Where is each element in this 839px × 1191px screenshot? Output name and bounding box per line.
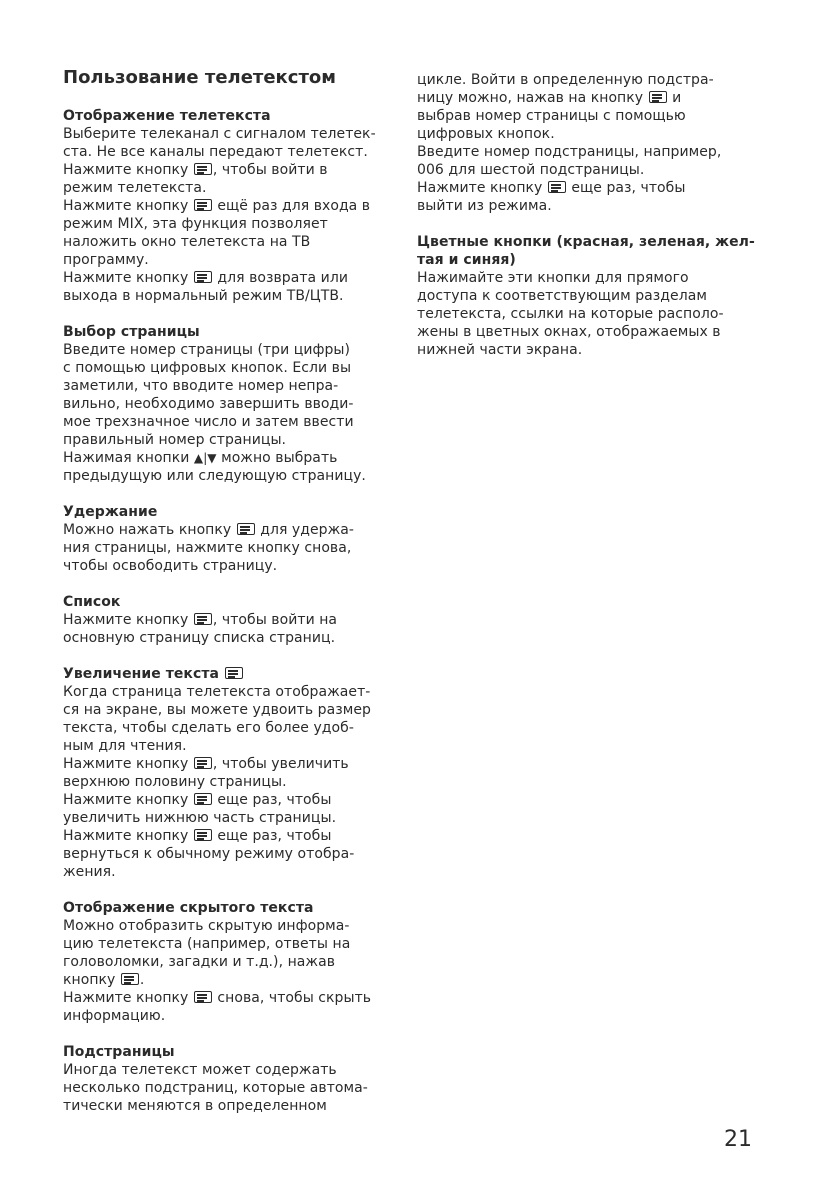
text-line: жения.	[63, 864, 116, 880]
text-line: программу.	[63, 252, 149, 268]
section-subpages	[63, 1043, 403, 1115]
text-line: увеличить нижнюю часть страницы.	[63, 810, 337, 826]
text-line: доступа к соответствующим разделам	[417, 288, 707, 304]
text-line: верхнюю половину страницы.	[63, 774, 287, 790]
text-line: текста, чтобы сделать его более удоб-	[63, 720, 354, 736]
text-line: несколько подстраниц, которые автома-	[63, 1080, 368, 1096]
size-icon	[194, 793, 212, 805]
text-line: ста. Не все каналы передают телетекст.	[63, 144, 368, 160]
text-line: телетекста, ссылки на которые располо-	[417, 306, 724, 322]
text-line: тически меняются в определенном	[63, 1098, 327, 1114]
text-line: Нажмите кнопку еще раз, чтобы	[63, 828, 332, 844]
section-heading: Удержание	[63, 504, 158, 520]
section-heading: Цветные кнопки (красная, зеленая, жел-	[417, 234, 755, 250]
text-line: ся на экране, вы можете удвоить размер	[63, 702, 371, 718]
page-title: Пользование телетекстом	[63, 67, 336, 88]
subpage-icon	[548, 181, 566, 193]
text-line: правильный номер страницы.	[63, 432, 287, 448]
section-heading: тая и синяя)	[417, 252, 516, 268]
text-line: цикле. Войти в определенную подстра-	[417, 72, 714, 88]
text-line: Когда страница телетекста отображает-	[63, 684, 371, 700]
reveal-icon	[121, 973, 139, 985]
text-line: Иногда телетекст может содержать	[63, 1062, 337, 1078]
section-heading: Подстраницы	[63, 1044, 175, 1060]
section-hold	[63, 503, 403, 575]
hold-icon	[237, 523, 255, 535]
section-heading: Отображение телетекста	[63, 108, 271, 124]
text-line: ницу можно, нажав на кнопку и	[417, 90, 682, 106]
text-line: 006 для шестой подстраницы.	[417, 162, 645, 178]
text-line: цифровых кнопок.	[417, 126, 555, 142]
text-line: Нажмите кнопку ещё раз для входа в	[63, 198, 371, 214]
text-line: кнопку .	[63, 972, 145, 988]
page-number: 21	[724, 1127, 752, 1152]
section-page-select	[63, 323, 403, 485]
teletext-icon	[194, 163, 212, 175]
text-line: ным для чтения.	[63, 738, 187, 754]
size-icon	[225, 667, 243, 679]
reveal-icon	[194, 991, 212, 1003]
text-line: вильно, необходимо завершить вводи-	[63, 396, 354, 412]
text-line: заметили, что вводите номер непра-	[63, 378, 339, 394]
up-down-arrow-icon: ▲|▼	[193, 451, 217, 465]
text-line: с помощью цифровых кнопок. Если вы	[63, 360, 352, 376]
text-line: Выберите телеканал с сигналом телетек-	[63, 126, 376, 142]
section-heading: Список	[63, 594, 121, 610]
teletext-icon	[194, 199, 212, 211]
text-line: выйти из режима.	[417, 198, 552, 214]
text-line: Нажмите кнопку еще раз, чтобы	[63, 792, 332, 808]
text-line: цию телетекста (например, ответы на	[63, 936, 351, 952]
text-line: жены в цветных окнах, отображаемых в	[417, 324, 721, 340]
section-subpages-continued	[417, 71, 757, 215]
section-display	[63, 107, 403, 305]
section-heading: Выбор страницы	[63, 324, 200, 340]
text-line: Нажмите кнопку снова, чтобы скрыть	[63, 990, 372, 1006]
text-line: головоломки, загадки и т.д.), нажав	[63, 954, 335, 970]
size-icon	[194, 757, 212, 769]
subpage-icon	[649, 91, 667, 103]
text-line: информацию.	[63, 1008, 166, 1024]
text-line: режим телетекста.	[63, 180, 207, 196]
section-zoom	[63, 665, 403, 881]
text-line: ния страницы, нажмите кнопку снова,	[63, 540, 352, 556]
index-icon	[194, 613, 212, 625]
text-line: Введите номер страницы (три цифры)	[63, 342, 351, 358]
section-heading: Увеличение текста	[63, 665, 403, 683]
section-heading: Отображение скрытого текста	[63, 900, 314, 916]
teletext-icon	[194, 271, 212, 283]
text-line: Нажимайте эти кнопки для прямого	[417, 270, 689, 286]
text-line: Можно отобразить скрытую информа-	[63, 918, 350, 934]
text-line: Можно нажать кнопку для удержа-	[63, 522, 354, 538]
text-line: Введите номер подстраницы, например,	[417, 144, 722, 160]
text-line: мое трехзначное число и затем ввести	[63, 414, 354, 430]
text-line: Нажмите кнопку для возврата или	[63, 270, 348, 286]
text-line: чтобы освободить страницу.	[63, 558, 278, 574]
text-line: Нажимая кнопки ▲|▼ можно выбрать	[63, 450, 338, 466]
section-color-keys	[417, 233, 757, 359]
text-line: нижней части экрана.	[417, 342, 583, 358]
text-line: вернуться к обычному режиму отобра-	[63, 846, 355, 862]
text-line: основную страницу списка страниц.	[63, 630, 336, 646]
text-line: Нажмите кнопку , чтобы увеличить	[63, 756, 349, 772]
text-line: наложить окно телетекста на ТВ	[63, 234, 311, 250]
size-icon	[194, 829, 212, 841]
text-line: предыдущую или следующую страницу.	[63, 468, 366, 484]
section-reveal	[63, 899, 403, 1025]
text-line: выбрав номер страницы с помощью	[417, 108, 686, 124]
text-line: режим MIX, эта функция позволяет	[63, 216, 328, 232]
text-line: выхода в нормальный режим ТВ/ЦТВ.	[63, 288, 344, 304]
text-line: Нажмите кнопку , чтобы войти на	[63, 612, 338, 628]
text-line: Нажмите кнопку , чтобы войти в	[63, 162, 328, 178]
text-line: Нажмите кнопку еще раз, чтобы	[417, 180, 686, 196]
section-list	[63, 593, 403, 647]
